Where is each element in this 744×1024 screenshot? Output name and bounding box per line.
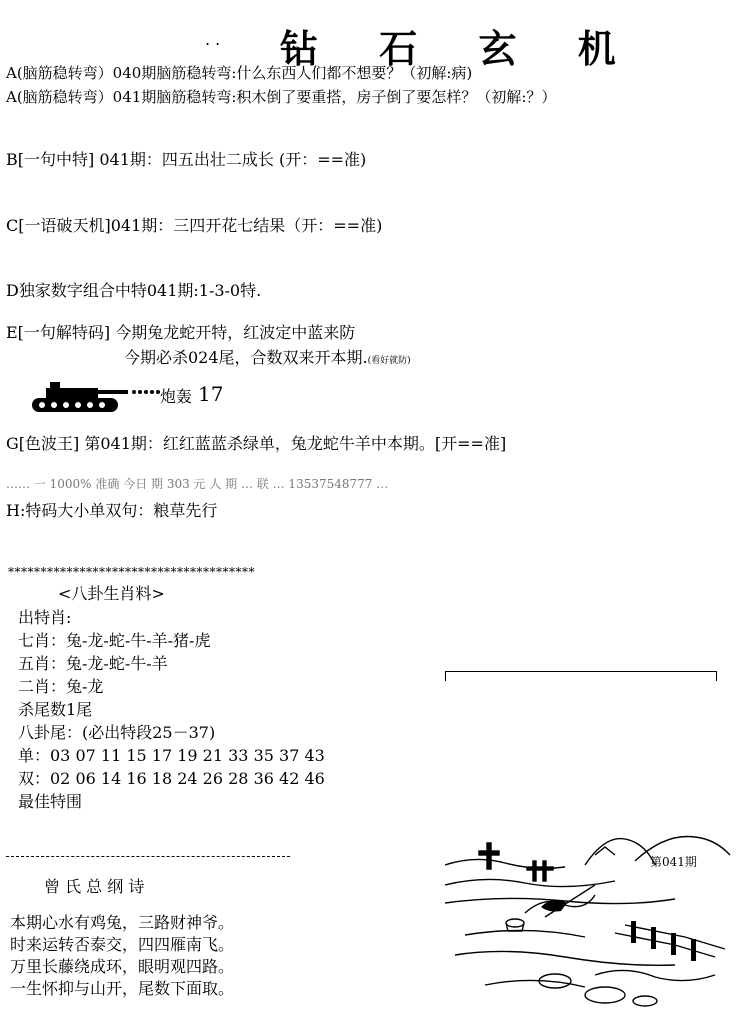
brain-teaser-041: A(脑筋稳转弯）041期脑筋稳转弯:积木倒了要重搭，房子倒了要怎样？（初解:？） <box>6 88 557 106</box>
poem-line: 一生怀抑与山开，尾数下面取。 <box>10 979 235 998</box>
poem-line: 本期心水有鸡兔，三路财神爷。 <box>10 913 235 932</box>
one-line-special: B[一句中特] 041期：四五出壮二成长 (开：==准) <box>6 150 367 169</box>
poem-title: 曾 氏 总 纲 诗 <box>44 877 145 896</box>
bagua-line: 二肖：兔-龙 <box>18 677 104 696</box>
special-code-line-1: E[一句解特码] 今期兔龙蛇开特，红波定中蓝来防 <box>6 323 356 342</box>
right-divider <box>445 671 717 672</box>
bagua-title: <八卦生肖料> <box>58 584 165 603</box>
bagua-line: 最佳特围 <box>18 792 83 811</box>
bagua-line: 五肖：兔-龙-蛇-牛-羊 <box>18 654 168 673</box>
page-title-dots: . . <box>205 30 221 49</box>
poem-divider <box>6 856 290 857</box>
cannon-number: 17 <box>198 382 224 406</box>
one-phrase-hint: C[一语破天机]041期：三四开花七结果（开：==准) <box>6 216 383 235</box>
bagua-stars: ************************************** <box>8 565 255 579</box>
bagua-line: 出特肖: <box>18 608 72 627</box>
bagua-line: 单：03 07 11 15 17 19 21 33 35 37 43 <box>18 746 325 765</box>
page-title: 钻 石 玄 机 <box>280 26 640 71</box>
cannon-label: 炮轰 <box>160 387 193 406</box>
size-odd-even-hint: H:特码大小单双句：粮草先行 <box>6 501 218 520</box>
bagua-list <box>18 606 325 813</box>
right-divider-tick-right <box>716 671 717 681</box>
bagua-line: 杀尾数1尾 <box>18 700 93 719</box>
issue-label: 第041期 <box>650 855 697 869</box>
bagua-line: 双：02 06 14 16 18 24 26 28 36 42 46 <box>18 769 325 788</box>
bagua-line: 七肖：兔-龙-蛇-牛-羊-猪-虎 <box>18 631 211 650</box>
poem-line: 万里长藤绕成环，眼明观四路。 <box>10 957 235 976</box>
number-combo: D独家数字组合中特041期:1-3-0特. <box>6 281 262 300</box>
special-code-line-2 <box>124 345 411 368</box>
faint-footer-line: …… 一 1000% 准确 今日 期 303 元 人 期 … 联 … 13537548777 … <box>6 477 389 491</box>
bagua-line: 八卦尾：(必出特段25－37) <box>18 723 216 742</box>
special-code-kill-text: 今期必杀024尾，合数双来开本期. <box>124 348 368 367</box>
right-divider-tick-left <box>445 671 446 681</box>
color-wave-king: G[色波王] 第041期：红红蓝蓝杀绿单，兔龙蛇牛羊中本期。[开==准] <box>6 434 507 453</box>
brain-teaser-040: A(脑筋稳转弯）040期脑筋稳转弯:什么东西人们都不想要？（初解:病) <box>6 64 473 82</box>
poem-body <box>10 912 234 1000</box>
poem-line: 时来运转否泰交，四四雁南飞。 <box>10 935 235 954</box>
special-code-note: (看好就防) <box>367 356 411 366</box>
